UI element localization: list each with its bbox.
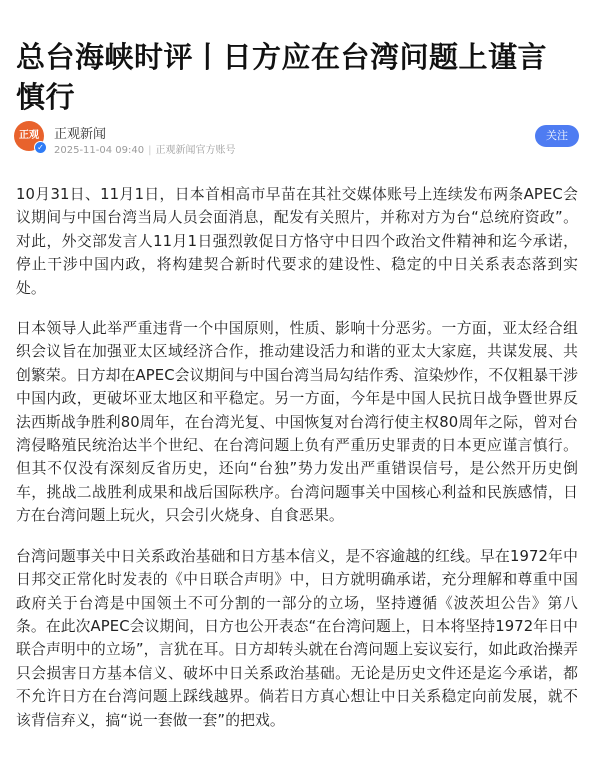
article-paragraph: 日本领导人此举严重违背一个中国原则，性质、影响十分恶劣。一方面，亚太经合组织会议旨在加强亚太区域经济合作，推动建设活力和谐的亚太大家庭，共谋发展、共创繁荣。日方却在APEC会议期间与中国台湾当局勾结作秀、渲染炒作，不仅粗暴干涉中国内政，更破坏亚太地区和平稳定。另一方面，今年是中国人民抗日战争暨世界反法西斯战争胜利80周年，在台湾光复、中国恢复对台湾行使主权80周年之际，曾对台湾侵略殖民统治达半个世纪、在台湾问题上负有严重历史罪责的日本更应谨言慎行。但其不仅没有深刻反省历史，还向“台独”势力发出严重错误信号，是公然开历史倒车，挑战二战胜利成果和战后国际秩序。台湾问题事关中国核心利益和民族感情，日方在台湾问题上玩火，只会引火烧身、自食恶果。	[16, 320, 578, 525]
avatar[interactable]: 正观	[14, 121, 44, 151]
publish-date: 2025-11-04 09:40	[54, 145, 145, 156]
author-info	[14, 121, 579, 155]
meta-separator: |	[148, 145, 152, 156]
article-body	[16, 183, 578, 749]
article-paragraph: 台湾问题事关中日关系政治基础和日方基本信义，是不容逾越的红线。早在1972年中日邦交正常化时发表的《中日联合声明》中，日方就明确承诺，充分理解和尊重中国政府关于台湾是中国领土不可分割的一部分的立场，坚持遵循《波茨坦公告》第八条。在此次APEC会议期间，日方也公开表态“在台湾问题上，日本将坚持1972年日中联合声明中的立场”，言犹在耳。日方却转头就在台湾问题上妄议妄行，如此政治操弄只会损害日方基本信义、破坏中日关系政治基础。无论是历史文件还是迄今承诺，都不允许日方在台湾问题上踩线越界。倘若日方真心想让中日关系稳定向前发展，就不该背信弃义，搞“说一套做一套”的把戏。	[16, 547, 578, 729]
verified-badge-icon: ✓	[34, 141, 47, 154]
follow-button[interactable]: 关注	[535, 125, 579, 147]
author-name[interactable]: 正观新闻	[54, 127, 107, 142]
article-paragraph: 10月31日、11月1日，日本首相高市早苗在其社交媒体账号上连续发布两条APEC会议期间与中国台湾当局人员会面消息，配发有关照片，并称对方为台“总统府资政”。对此，外交部发言人11月1日强烈敦促日方恪守中日四个政治文件精神和迄今承诺，停止干涉中国内政，将构建契合新时代要求的建设性、稳定的中日关系表态落到实处。	[16, 186, 578, 297]
account-type: 正观新闻官方账号	[155, 145, 236, 156]
article-title: 总台海峡时评丨日方应在台湾问题上谨言慎行	[16, 40, 548, 115]
publish-meta	[54, 141, 236, 156]
